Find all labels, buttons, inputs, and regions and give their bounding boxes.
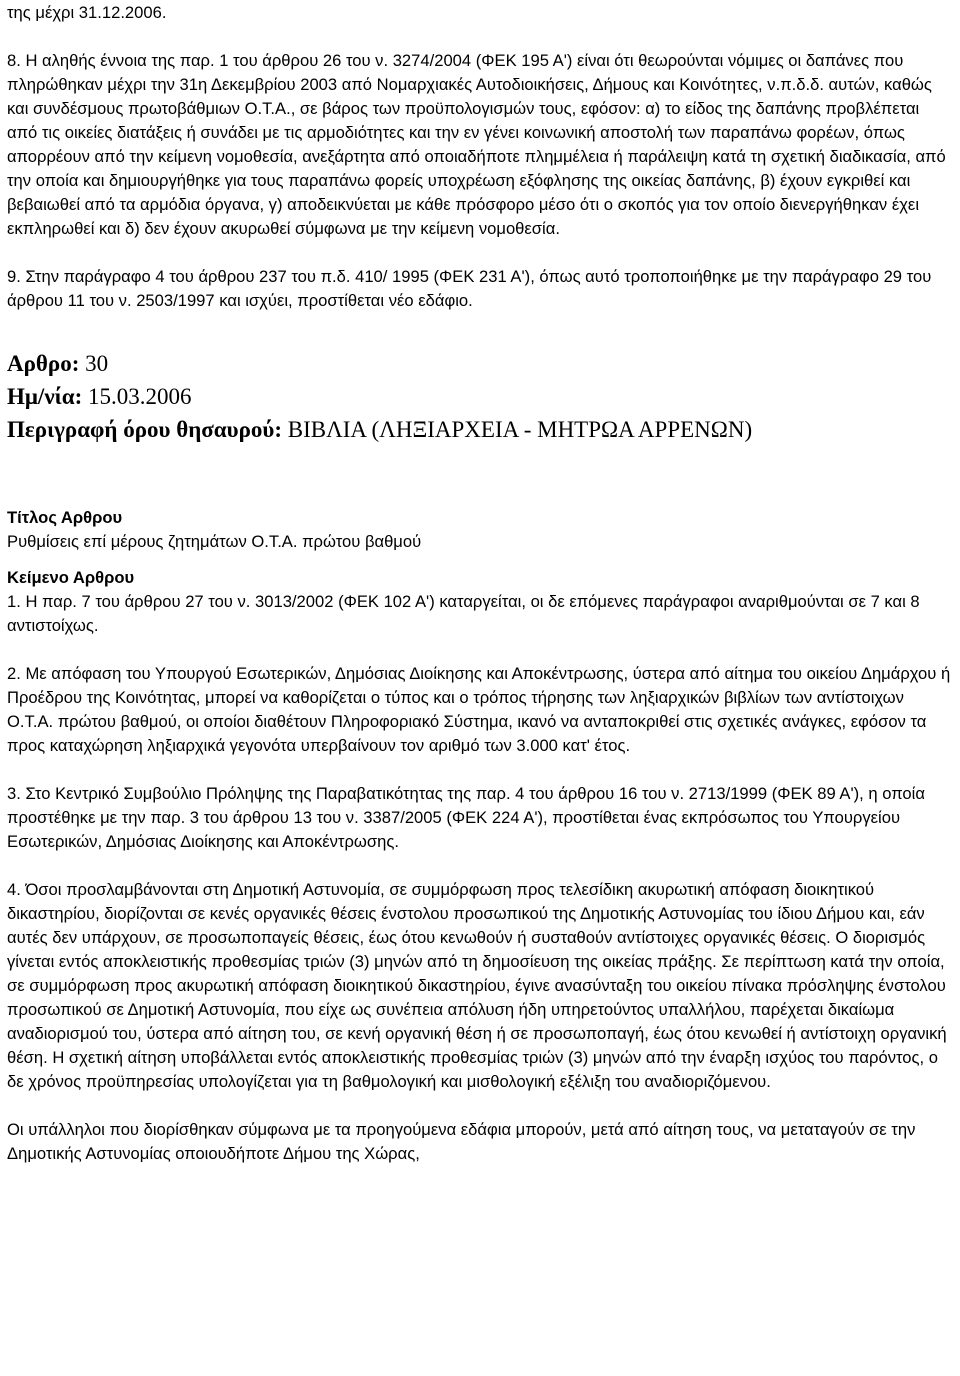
article-paragraph-3: 3. Στο Κεντρικό Συμβούλιο Πρόληψης της Παραβατικότητας της παρ. 4 του άρθρου 16 του ν. 2713/1999 (ΦΕΚ 89 Α'), η οποία προστέθηκε με την παρ. 3 του άρθρου 13 του ν. 3387/2005 (ΦΕΚ 224 Α'), προστίθεται ένας εκπρόσωπος του Υπουργείου Εσωτερικών, Δημόσιας Διοίκησης και Αποκέντρωσης. (7, 784, 925, 851)
article-paragraph-5: Οι υπάλληλοι που διορίσθηκαν σύμφωνα με τα προηγούμενα εδάφια μπορούν, μετά από αίτηση τους, να μεταταγούν σε την Δημοτικής Αστυνομίας οποιουδήποτε Δήμου της Χώρας, (7, 1120, 916, 1163)
article-date-value: 15.03.2006 (87, 384, 192, 409)
article-number (7, 347, 953, 380)
article-thesaurus (7, 413, 953, 446)
article-paragraph-2: 2. Με απόφαση του Υπουργού Εσωτερικών, Δημόσιας Διοίκησης και Αποκέντρωσης, ύστερα από αίτημα του οικείου Δημάρχου ή Προέδρου της Κοινότητας, μπορεί να καθορίζεται ο τύπος και ο τρόπος τήρησης των ληξιαρχικών βιβλίων των αντίστοιχων Ο.Τ.Α. πρώτου βαθμού, οι οποίοι διαθέτουν Πληροφοριακό Σύστημα, ικανό να ανταποκριθεί στις σχετικές ανάγκες, εφόσον τα προς καταχώρηση ληξιαρχικά γεγονότα υπερβαίνουν τον αριθμό των 3.000 κατ' έτος. (7, 664, 951, 755)
article-date (7, 380, 953, 413)
paragraph-8: 8. Η αληθής έννοια της παρ. 1 του άρθρου 26 του ν. 3274/2004 (ΦΕΚ 195 Α') είναι ότι θεωρούνται νόμιμες οι δαπάνες που πληρώθηκαν μέχρι την 31η Δεκεμβρίου 2003 από Νομαρχιακές Αυτοδιοικήσεις, Δήμους και Κοινότητες, ν.π.δ.δ. αυτών, καθώς και συνδέσμους πρωτοβάθμιων Ο.Τ.Α., σε βάρος των προϋπολογισμών τους, εφόσον: α) το είδος της δαπάνης προβλέπεται από τις οικείες διατάξεις ή συνάδει με τις αρμοδιότητες και την εν γένει κοινωνική αποστολή των παραπάνω φορέων, όπως απορρέουν από την κείμενη νομοθεσία, ανεξάρτητα από οποιαδήποτε πλημμέλεια ή παράλειψη κατά τη σχετική διαδικασία, από την οποία και δημιουργήθηκε για τους παραπάνω φορείς υποχρέωση εξόφλησης της οικείας δαπάνης, β) έχουν εγκριθεί και βεβαιωθεί από τα αρμόδια όργανα, γ) αποδεικνύεται με κάθε πρόσφορο μέσο ότι ο σκοπός για τον οποίο διενεργήθηκαν έχει εκπληρωθεί και δ) δεν έχουν ακυρωθεί σύμφωνα με την κείμενη νομοθεσία. (7, 51, 946, 238)
article-thesaurus-value: ΒΙΒΛΙΑ (ΛΗΞΙΑΡΧΕΙΑ - ΜΗΤΡΩΑ ΑΡΡΕΝΩΝ) (287, 417, 753, 442)
paragraph-9: 9. Στην παράγραφο 4 του άρθρου 237 του π.δ. 410/ 1995 (ΦΕΚ 231 Α'), όπως αυτό τροποποιήθηκε με την παράγραφο 29 του άρθρου 11 του ν. 2503/1997 και ισχύει, προστίθεται νέο εδάφιο. (7, 267, 932, 310)
article-text-heading: Κείμενο Αρθρου (7, 568, 135, 587)
article-paragraph-4: 4. Όσοι προσλαμβάνονται στη Δημοτική Αστυνομία, σε συμμόρφωση προς τελεσίδικη ακυρωτική απόφαση διοικητικού δικαστηρίου, διορίζονται σε κενές οργανικές θέσεις ένστολου προσωπικού της Δημοτικής Αστυνομίας του ίδιου Δήμου και, εάν αυτές δεν υπάρχουν, σε προσωποπαγείς θέσεις, έως ότου κενωθούν ή συσταθούν αντίστοιχες οργανικές θέσεις. Ο διορισμός γίνεται εντός αποκλειστικής προθεσμίας τριών (3) μηνών από τη δημοσίευση της οικείας πράξης. Σε περίπτωση κατά την οποία, σε συμμόρφωση προς ακυρωτική απόφαση διοικητικού δικαστηρίου, έγινε ανασύνταξη του οικείου πίνακα πρόσληψης ένστολου προσωπικού σε Δημοτική Αστυνομία, που είχε ως συνέπεια απόλυση ήδη υπηρετούντος υπαλλήλου, παρέχεται δικαίωμα αναδιορισμού του, ύστερα από αίτηση του, σε κενή οργανική θέση ή σε προσωποπαγή, έως ότου κενωθεί ή αντίστοιχη οργανική θέση. Η σχετική αίτηση υποβάλλεται εντός αποκλειστικής προθεσμίας τριών (3) μηνών από την έναρξη ισχύος του παρόντος, ο δε χρόνος προϋπηρεσίας υπολογίζεται για τη βαθμολογική και μισθολογική εξέλιξη του αναδιοριζόμενου. (7, 880, 947, 1091)
article-thesaurus-label: Περιγραφή όρου θησαυρού: (7, 417, 282, 442)
document-page (7, 0, 953, 1166)
article-number-value: 30 (85, 351, 109, 376)
article-title-value: Ρυθμίσεις επί μέρους ζητημάτων Ο.Τ.Α. πρώτου βαθμού (7, 532, 422, 551)
article-number-label: Αρθρο: (7, 351, 80, 376)
article-title-heading: Τίτλος Αρθρου (7, 508, 123, 527)
article-date-label: Ημ/νία: (7, 384, 83, 409)
previous-article-tail: της μέχρι 31.12.2006. (7, 3, 167, 22)
article-header (7, 347, 953, 446)
article-paragraph-1: 1. Η παρ. 7 του άρθρου 27 του ν. 3013/2002 (ΦΕΚ 102 Α') καταργείται, οι δε επόμενες παράγραφοι αναριθμούνται σε 7 και 8 αντιστοίχως. (7, 592, 920, 635)
